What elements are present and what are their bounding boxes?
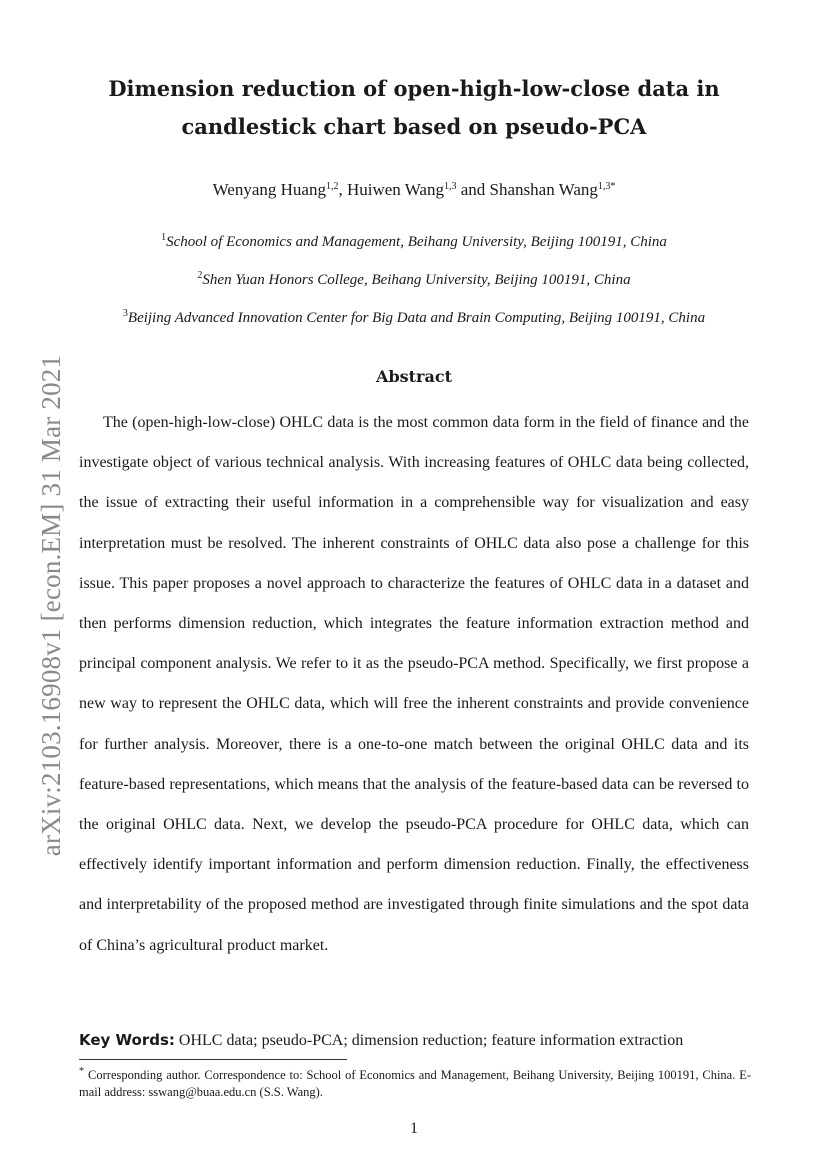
affiliation-text: School of Economics and Management, Beihang University, Beijing 100191, China <box>166 234 667 250</box>
footnote-text: Corresponding author. Correspondence to: School of Economics and Management, Beihang University, Beijing 100191, China. E-mail address: sswang@buaa.edu.cn (S.S. Wang). <box>79 1068 751 1100</box>
affiliation-2 <box>40 270 788 289</box>
page-number: 1 <box>410 1120 418 1137</box>
affiliation-text: Shen Yuan Honors College, Beihang University, Beijing 100191, China <box>202 272 631 288</box>
author-affiliation-mark: 1,3* <box>597 181 616 192</box>
keywords <box>79 1031 759 1050</box>
author-separator: and <box>456 180 490 199</box>
author-name: Wenyang Huang <box>212 180 326 199</box>
affiliation-text: Beijing Advanced Innovation Center for Big Data and Brain Computing, Beijing 100191, China <box>127 310 706 326</box>
affiliation-number: 2 <box>197 270 203 281</box>
title-line-1: Dimension reduction of open-high-low-close data in <box>108 76 720 101</box>
footnote-divider <box>79 1059 347 1060</box>
keywords-text: OHLC data; pseudo-PCA; dimension reduction; feature information extraction <box>178 1032 684 1049</box>
affiliation-number: 1 <box>161 232 167 243</box>
footnote <box>79 1063 751 1101</box>
title-line-2: candlestick chart based on pseudo-PCA <box>181 114 647 139</box>
affiliation-number: 3 <box>122 308 128 319</box>
author-name: Shanshan Wang <box>489 180 598 199</box>
arxiv-identifier-stamp <box>37 345 67 865</box>
affiliation-1 <box>40 232 788 251</box>
author-affiliation-mark: 1,2 <box>325 181 339 192</box>
paper-title <box>60 70 768 146</box>
footnote-mark: * <box>79 1066 85 1077</box>
abstract-body: The (open-high-low-close) OHLC data is the most common data form in the field of finance and the investigate object of various technical analysis. With increasing features of OHLC data being collected, the issue of extracting their useful information in a comprehensible way for visualization and easy interpretation must be resolved. The inherent constraints of OHLC data also pose a challenge for this issue. This paper proposes a novel approach to characterize the features of OHLC data in a dataset and then performs dimension reduction, which integrates the feature information extraction method and principal component analysis. We refer to it as the pseudo-PCA method. Specifically, we first propose a new way to represent the OHLC data, which will free the inherent constraints and provide convenience for further analysis. Moreover, there is a one-to-one match between the original OHLC data and its feature-based representations, which means that the analysis of the feature-based data can be reversed to the original OHLC data. Next, we develop the pseudo-PCA procedure for OHLC data, which can effectively identify important information and perform dimension reduction. Finally, the effectiveness and interpretability of the proposed method are investigated through finite simulations and the spot data of China’s agricultural product market. <box>79 414 749 954</box>
author-list <box>60 180 768 200</box>
author-name: Huiwen Wang <box>346 180 444 199</box>
arxiv-identifier-text: arXiv:2103.16908v1 [econ.EM] 31 Mar 2021 <box>36 354 67 856</box>
abstract-heading: Abstract <box>376 367 452 386</box>
affiliation-3 <box>40 308 788 327</box>
author-separator: , <box>338 180 347 199</box>
author-affiliation-mark: 1,3 <box>443 181 457 192</box>
keywords-label: Key Words: <box>79 1031 175 1049</box>
